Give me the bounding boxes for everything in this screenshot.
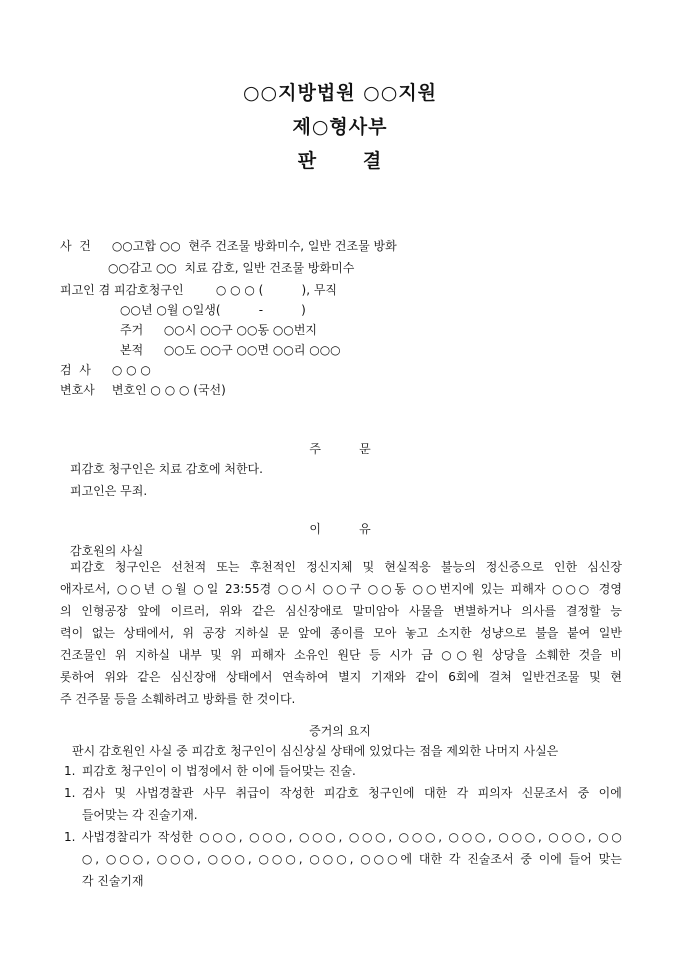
- evidence-item-number: 1.: [64, 786, 76, 800]
- prosecutor-value: ○ ○ ○: [111, 363, 151, 377]
- evidence-intro: 판시 감호원인 사실 중 피감호 청구인이 심신상실 상태에 있었다는 점을 제외한 나머지 사실은: [72, 744, 559, 758]
- address-value: ○○시 ○○구 ○○동 ○○번지: [163, 323, 317, 337]
- case-label: 사 건: [60, 239, 91, 253]
- prosecutor-row: [60, 360, 151, 380]
- reasons-line: 건조물인 위 지하실 내부 및 위 피해자 소유인 원단 등 시가 금 ○○원 상당을 소훼한 것을 비: [60, 648, 622, 662]
- evidence-item-body: [82, 826, 622, 892]
- evidence-item-text: ○, ○○○, ○○○, ○○○, ○○○, ○○○, ○○○에 대한 각 진술조서 중 이에 들어 맞는: [81, 852, 622, 866]
- evidence-item-text: 피감호 청구인이 이 법정에서 한 이에 들어맞는 진술.: [81, 764, 356, 778]
- lawyer-value: 변호인 ○ ○ ○ (국선): [111, 383, 226, 397]
- reasons-line: 피감호 청구인은 선천적 또는 후천적인 정신지체 및 현실적응 불능의 정신증으로 인한 심신장: [70, 560, 622, 574]
- case-line-1: ○○고합 ○○ 현주 건조물 방화미수, 일반 건조물 방화: [111, 239, 397, 253]
- court-name: ○○지방법원 ○○지원: [242, 82, 438, 104]
- prosecutor-label: 검 사: [60, 363, 91, 377]
- defendant-label: 피고인 겸 피감호청구인: [60, 283, 184, 297]
- address-label: 주거: [120, 323, 144, 337]
- reasons-line: 의 인형공장 앞에 이르러, 위와 같은 심신장애로 말미암아 사물을 변별하거나 의사를 결정할 능: [60, 604, 622, 618]
- reasons-paragraph: [60, 556, 622, 710]
- evidence-item-body: [82, 782, 622, 826]
- document-type: 판 결: [297, 150, 383, 172]
- lawyer-label: 변호사: [60, 383, 95, 397]
- evidence-item: [64, 782, 622, 826]
- disposition-line-1: 피감호 청구인은 치료 감호에 처한다.: [70, 462, 263, 476]
- domicile-row: [120, 340, 341, 360]
- lawyer-row: [60, 380, 226, 400]
- evidence-item-text: 사법경찰리가 작성한 ○○○, ○○○, ○○○, ○○○, ○○○, ○○○, ○○○, ○○○, ○○: [81, 830, 622, 844]
- birth-date: ○○년 ○월 ○일생( - ): [120, 303, 306, 317]
- evidence-heading: 증거의 요지: [309, 724, 371, 738]
- case-line-2: ○○감고 ○○ 치료 감호, 일반 건조물 방화미수: [108, 261, 355, 275]
- reasons-line: 애자로서, ○○년 ○월 ○일 23:55경 ○○시 ○○구 ○○동 ○○번지에 있는 피해자 ○○○ 경영: [60, 582, 622, 596]
- case-row: [60, 236, 397, 256]
- reasons-line: 력이 없는 상태에서, 위 공장 지하실 문 앞에 종이를 모아 놓고 소지한 성냥으로 불을 붙여 일반: [60, 626, 622, 640]
- evidence-item-text: 검사 및 사법경찰관 사무 취급이 작성한 피감호 청구인에 대한 각 피의자 신문조서 중 이에: [81, 786, 622, 800]
- evidence-item: [64, 826, 622, 892]
- domicile-label: 본적: [120, 343, 144, 357]
- evidence-item-text: 들어맞는 각 진술기재.: [81, 808, 198, 822]
- defendant-row: [60, 280, 337, 300]
- evidence-item: [64, 760, 356, 782]
- reasons-heading: 이 유: [309, 522, 371, 536]
- evidence-item-number: 1.: [64, 830, 76, 844]
- domicile-value: ○○도 ○○구 ○○면 ○○리 ○○○: [163, 343, 341, 357]
- reasons-line: 롯하여 위와 같은 심신장애 상태에서 연속하여 별지 기재와 같이 6회에 걸쳐 일반건조물 및 현: [60, 670, 622, 684]
- disposition-line-2: 피고인은 무죄.: [70, 484, 148, 498]
- evidence-item-number: 1.: [64, 764, 76, 778]
- reasons-subheading: 감호원의 사실: [70, 544, 144, 558]
- defendant-value: ○ ○ ○ ( ), 무직: [215, 283, 338, 297]
- disposition-heading: 주 문: [309, 442, 371, 456]
- address-row: [120, 320, 317, 340]
- reasons-line: 주 건주물 등을 소훼하려고 방화를 한 것이다.: [60, 692, 296, 706]
- division-name: 제○형사부: [292, 116, 388, 138]
- evidence-item-text: 각 진술기재: [81, 874, 144, 888]
